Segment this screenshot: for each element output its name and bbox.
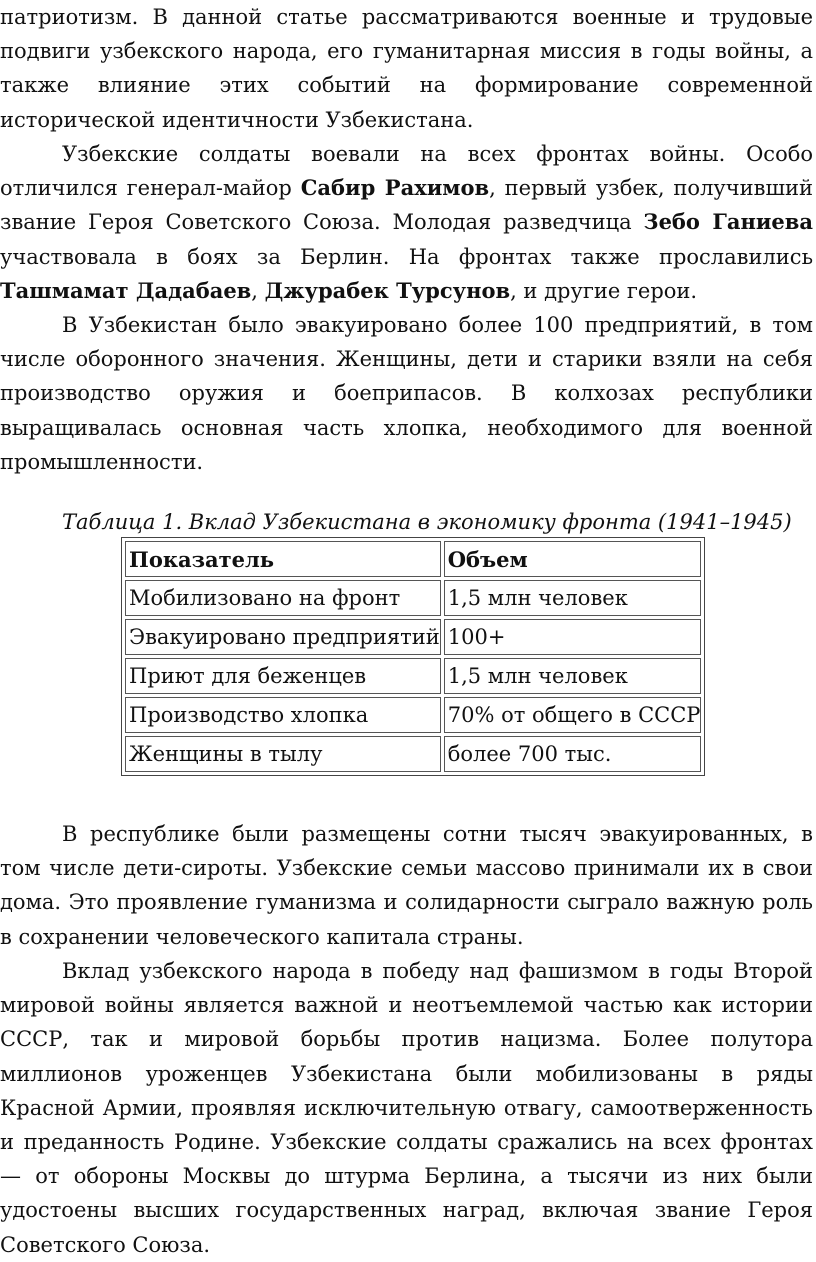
hero-name-rakhimov: Сабир Рахимов — [300, 175, 490, 201]
table-cell: 70% от общего в СССР — [444, 697, 702, 733]
text-run: , и другие герои. — [510, 278, 698, 303]
table-cell: Женщины в тылу — [125, 736, 441, 772]
table-cell: 1,5 млн человек — [444, 580, 702, 616]
table-cell: Мобилизовано на фронт — [125, 580, 441, 616]
paragraph-contribution: Вклад узбекского народа в победу над фашизмом в годы Второй мировой войны является важной и неотъемлемой частью как истории СССР, так и мировой борьбы против нацизма. Более полутора миллионов уроженцев Узбекистана были мобилизованы в ряды Красной Армии, проявляя исключительную отвагу, самоотверженность и преданность Родине. Узбекские солдаты сражались на всех фронтах — от обороны Москвы до штурма Берлина, а тысячи из них были удостоены высших государственных наград, включая звание Героя Советского Союза. — [0, 959, 813, 1257]
hero-name-ganieva: Зебо Ганиева — [643, 209, 813, 235]
hero-name-dadabaev: Ташмамат Дадабаев — [0, 277, 252, 303]
text-run: , — [251, 278, 265, 303]
table-header-cell: Объем — [444, 541, 702, 577]
table-cell: более 700 тыс. — [444, 736, 702, 772]
table-cell: 1,5 млн человек — [444, 658, 702, 694]
table-header-row — [125, 541, 701, 577]
table-row — [125, 697, 701, 733]
table-cell: Приют для беженцев — [125, 658, 441, 694]
table-row — [125, 580, 701, 616]
paragraph-evacuation: В Узбекистан было эвакуировано более 100 предприятий, в том числе оборонного значения. Женщины, дети и старики взяли на себя производство оружия и боеприпасов. В колхозах республики выращивалась основная часть хлопка, необходимого для военной промышленности. — [0, 313, 813, 474]
table-row — [125, 619, 701, 655]
table-cell: Производство хлопка — [125, 697, 441, 733]
table-cell: Эвакуировано предприятий — [125, 619, 441, 655]
paragraph-heroes — [0, 137, 813, 308]
table-row — [125, 658, 701, 694]
paragraph-refugees: В республике были размещены сотни тысяч эвакуированных, в том числе дети-сироты. Узбекские семьи массово принимали их в свои дома. Это проявление гуманизма и солидарности сыграло важную роль в сохранении человеческого капитала страны. — [0, 822, 813, 949]
text-run: Узбекские солдаты воевали на всех фронтах войны. Особо отличился генерал-майор — [0, 142, 813, 201]
table-cell: 100+ — [444, 619, 702, 655]
economy-table — [121, 537, 705, 776]
table-header-cell: Показатель — [125, 541, 441, 577]
text-run: , первый узбек, получивший звание Героя Советского Союза. Молодая разведчица — [0, 176, 813, 235]
paragraph-intro: патриотизм. В данной статье рассматриваются военные и трудовые подвиги узбекского народа, его гуманитарная миссия в годы войны, а также влияние этих событий на формирование современной исторической идентичности Узбекистана. — [0, 5, 813, 132]
hero-name-tursunov: Джурабек Турсунов — [264, 277, 511, 303]
table-caption: Таблица 1. Вклад Узбекистана в экономику фронта (1941–1945) — [62, 510, 792, 534]
table-row — [125, 736, 701, 772]
text-run: участвовала в боях за Берлин. На фронтах также прославились — [0, 244, 813, 269]
